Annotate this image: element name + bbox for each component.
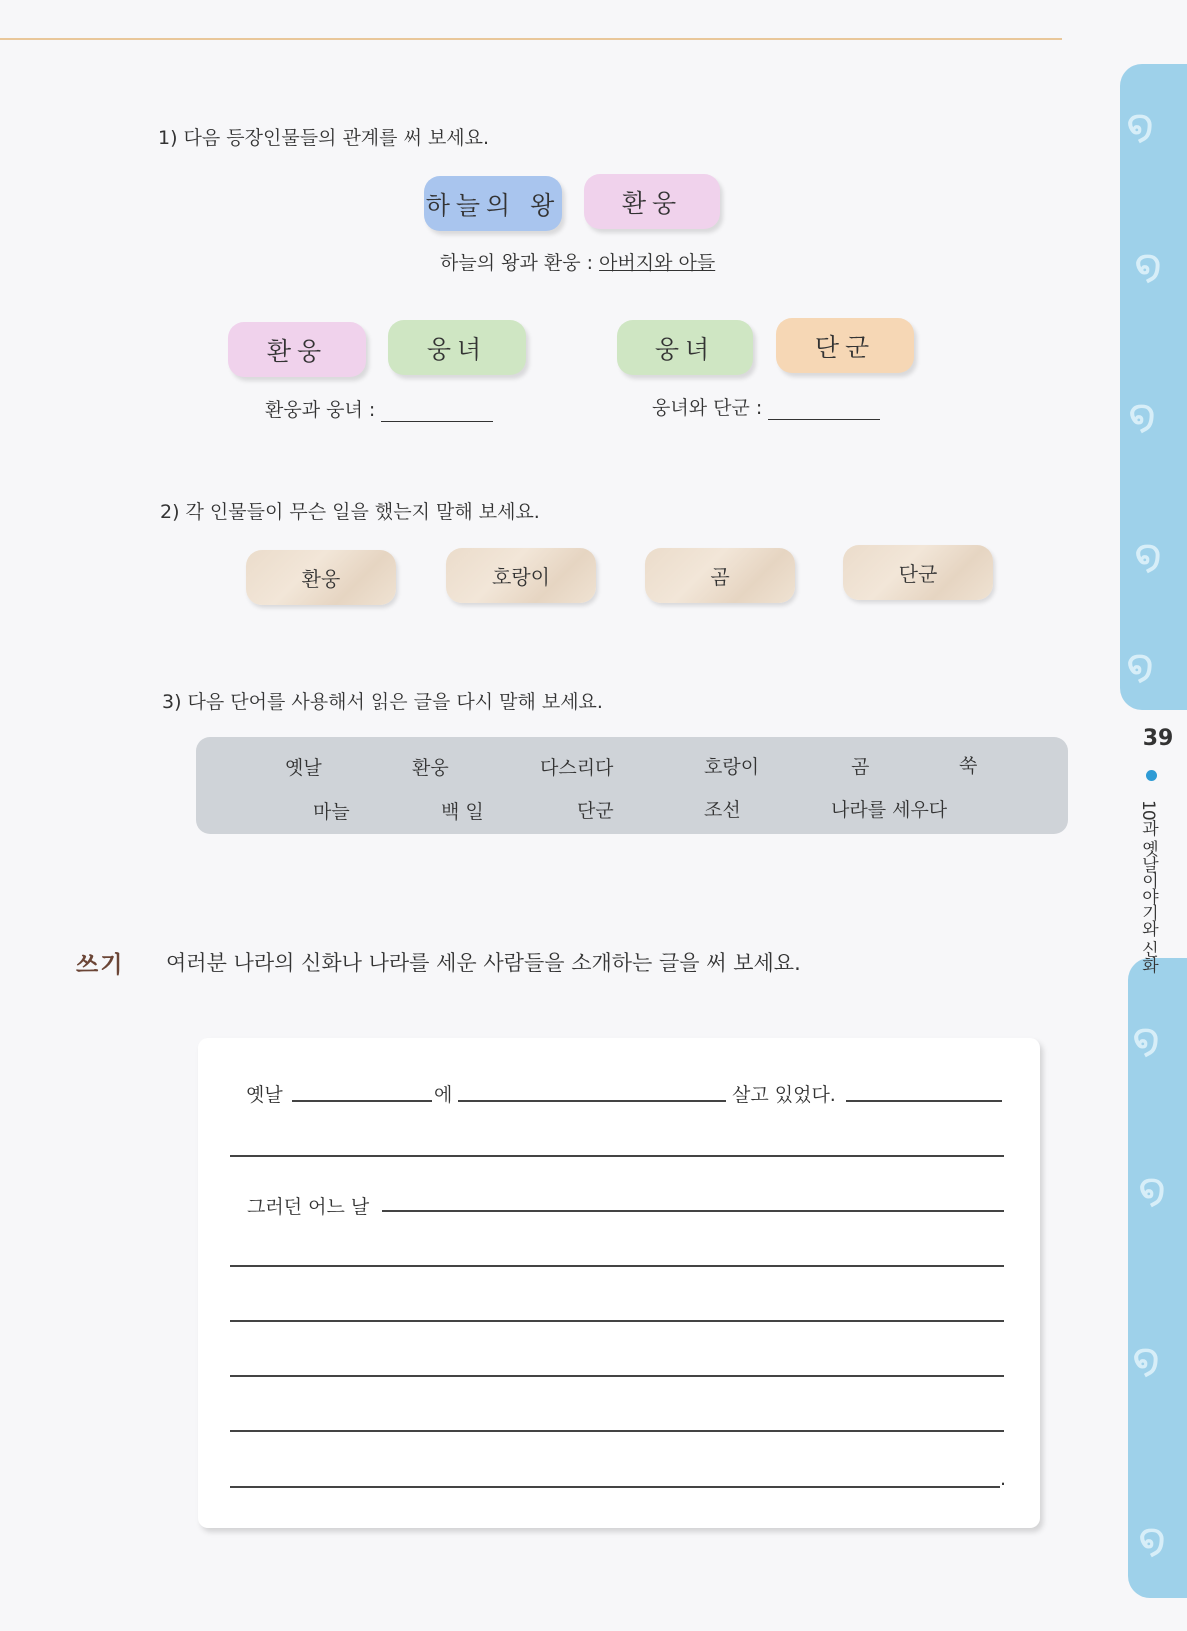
writing-line-1-start: 옛날 <box>246 1084 283 1106</box>
character-card-hwanung: 환웅 <box>584 174 720 229</box>
answer-blank[interactable] <box>381 403 493 422</box>
story-card-bear: 곰 <box>645 548 795 603</box>
writing-line[interactable] <box>230 1320 1004 1322</box>
writing-end-mark: . <box>1000 1468 1007 1490</box>
writing-line[interactable] <box>230 1155 1004 1157</box>
cloud-swirl-icon: ໑ <box>1132 1014 1161 1065</box>
cloud-swirl-icon: ໑ <box>1134 240 1163 291</box>
writing-label: 쓰기 <box>76 952 125 978</box>
writing-line-3-start: 그러던 어느 날 <box>247 1196 370 1218</box>
writing-blank[interactable] <box>846 1100 1002 1102</box>
cloud-swirl-icon: ໑ <box>1126 640 1155 691</box>
writing-line[interactable] <box>230 1375 1004 1377</box>
word-bank-item: 단군 <box>577 800 614 822</box>
pair-b-caption-text: 웅녀와 단군 : <box>652 397 763 419</box>
writing-line[interactable] <box>230 1430 1004 1432</box>
question-1-prompt: 1) 다음 등장인물들의 관계를 써 보세요. <box>158 127 490 149</box>
question-3-prompt: 3) 다음 단어를 사용해서 읽은 글을 다시 말해 보세요. <box>162 691 603 713</box>
word-bank-item: 마늘 <box>313 801 350 823</box>
writing-line[interactable] <box>230 1486 1000 1488</box>
word-bank-item: 곰 <box>851 756 870 778</box>
cloud-swirl-icon: ໑ <box>1138 1164 1167 1215</box>
writing-blank[interactable] <box>292 1100 432 1102</box>
writing-prompt: 여러분 나라의 신화나 나라를 세운 사람들을 소개하는 글을 써 보세요. <box>166 951 801 975</box>
character-card-ungnyeo: 웅녀 <box>617 320 753 375</box>
writing-line-1-end: 살고 있었다. <box>732 1084 836 1106</box>
writing-blank[interactable] <box>382 1210 1004 1212</box>
pair-a-caption-text: 환웅과 웅녀 : <box>265 399 376 421</box>
chapter-tab <box>1120 64 1187 710</box>
page-number: 39 <box>1142 726 1174 751</box>
writing-blank[interactable] <box>458 1100 726 1102</box>
cloud-swirl-icon: ໑ <box>1134 530 1163 581</box>
writing-line-1-middle: 에 <box>434 1084 453 1106</box>
word-bank-item: 쑥 <box>959 755 978 777</box>
pair-b-caption <box>652 393 880 420</box>
cloud-swirl-icon: ໑ <box>1132 1334 1161 1385</box>
cloud-swirl-icon: ໑ <box>1138 1514 1167 1565</box>
story-card-hwanung: 환웅 <box>246 550 396 605</box>
word-bank-item: 다스리다 <box>540 757 614 779</box>
word-bank-item: 옛날 <box>285 757 322 779</box>
answer-blank[interactable] <box>768 401 880 420</box>
chapter-tab-lower <box>1128 958 1187 1598</box>
word-bank-item: 백 일 <box>441 801 484 823</box>
word-bank-item: 나라를 세우다 <box>831 799 948 821</box>
question-2-prompt: 2) 각 인물들이 무슨 일을 했는지 말해 보세요. <box>160 501 540 523</box>
story-card-tiger: 호랑이 <box>446 548 596 603</box>
pair-a-caption <box>265 395 493 422</box>
example-caption <box>440 248 715 275</box>
character-card-dangun: 단군 <box>776 318 914 373</box>
word-bank-item: 호랑이 <box>704 756 760 778</box>
cloud-swirl-icon: ໑ <box>1126 100 1155 151</box>
character-card-hwanung: 환웅 <box>228 322 366 377</box>
word-bank-item: 조선 <box>704 799 741 821</box>
character-card-king-of-heaven: 하늘의 왕 <box>424 176 562 231</box>
word-bank-item: 환웅 <box>412 757 449 779</box>
writing-line[interactable] <box>230 1265 1004 1267</box>
chapter-title: 10과 옛날이야기와 신화 <box>1138 800 1158 973</box>
top-divider <box>0 38 1062 40</box>
example-answer: 아버지와 아들 <box>599 252 716 274</box>
cloud-swirl-icon: ໑ <box>1128 390 1157 441</box>
character-card-ungnyeo: 웅녀 <box>388 320 526 375</box>
bullet-dot-icon <box>1146 770 1157 781</box>
story-card-dangun: 단군 <box>843 545 993 600</box>
example-caption-prefix: 하늘의 왕과 환웅 : <box>440 252 600 274</box>
writing-box <box>198 1038 1040 1528</box>
